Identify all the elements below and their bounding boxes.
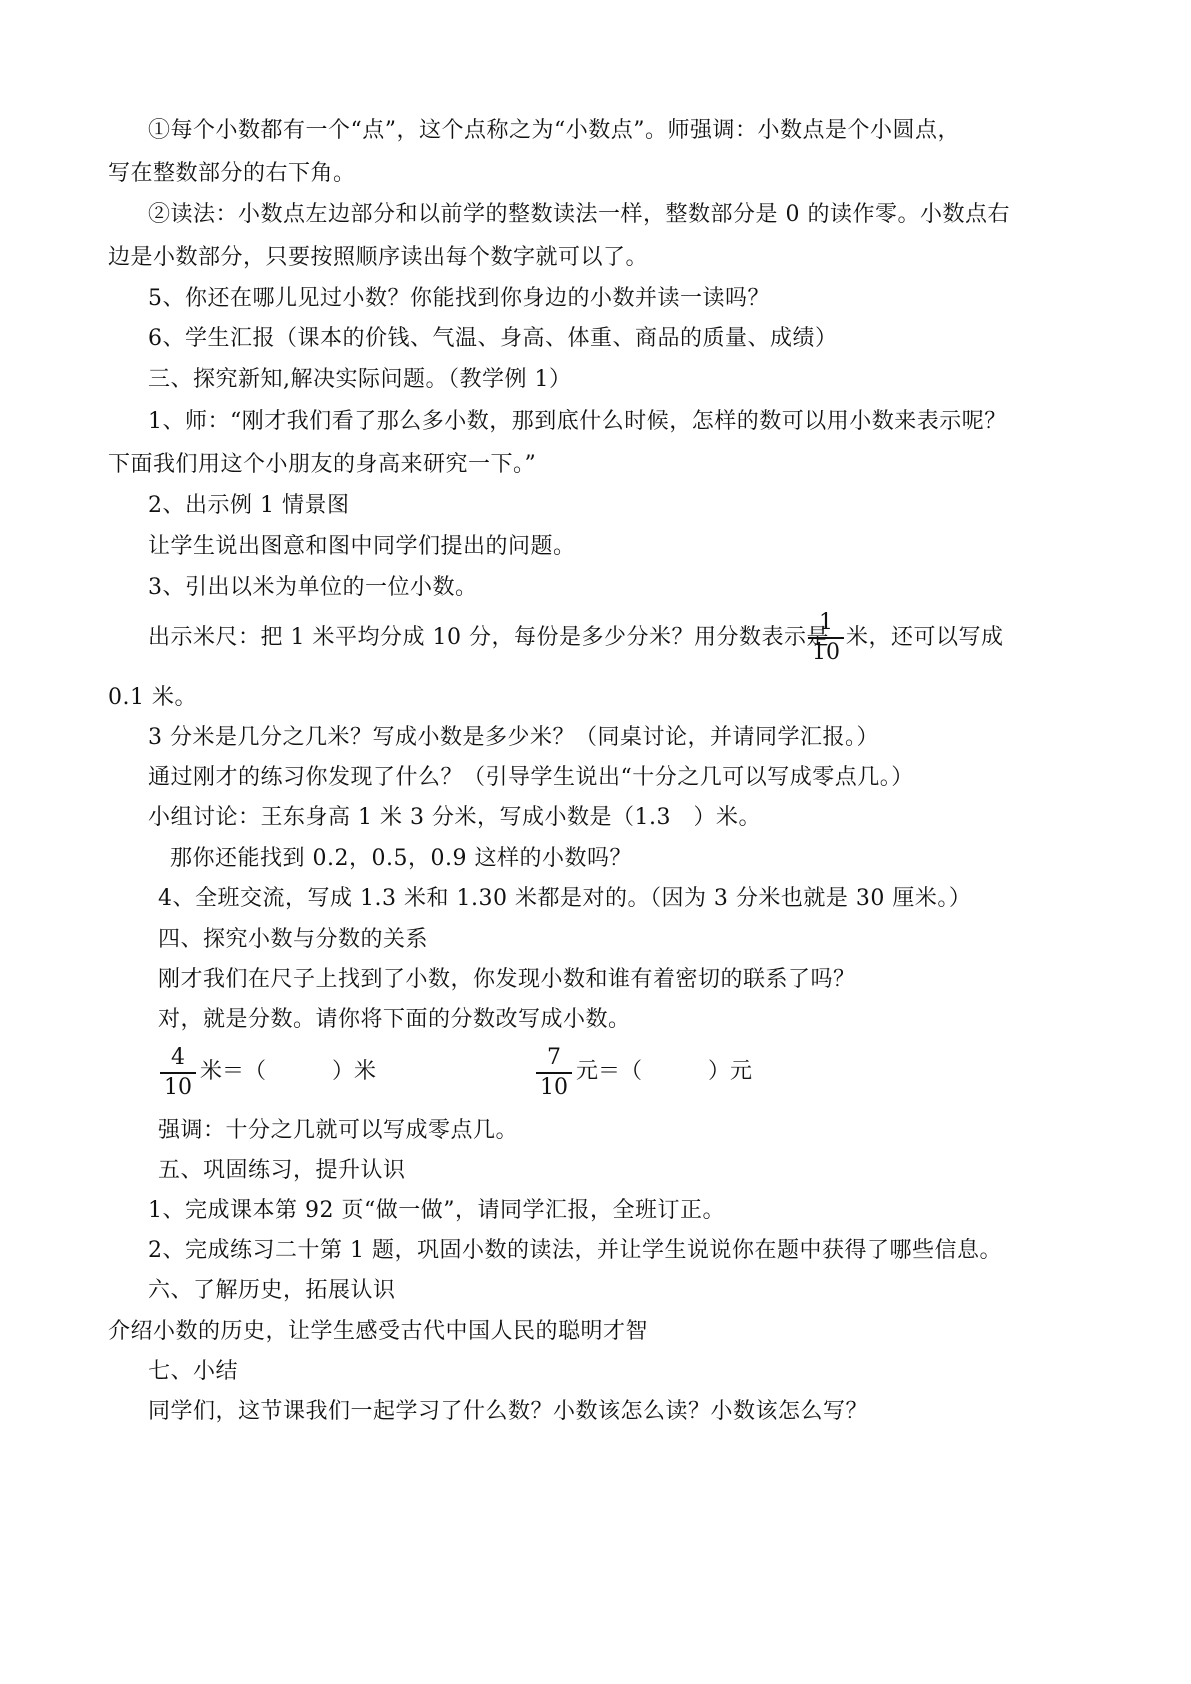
fraction-one-tenth <box>806 610 846 666</box>
section-heading: 三、探究新知,解决实际问题。（教学例 1） <box>148 367 572 392</box>
fraction-seven-tenths <box>534 1045 574 1101</box>
fraction-numerator: 4 <box>171 1045 185 1070</box>
fraction-bar <box>160 1072 196 1074</box>
fraction-denominator: 10 <box>164 1075 192 1100</box>
text-line: 同学们，这节课我们一起学习了什么数？小数该怎么读？小数该怎么写？ <box>148 1399 869 1424</box>
fraction-numerator: 1 <box>819 610 833 635</box>
text-line: 写在整数部分的右下角。 <box>108 161 356 186</box>
fraction-bar <box>808 637 844 639</box>
text-line: 2、完成练习二十第 1 题，巩固小数的读法，并让学生说说你在题中获得了哪些信息。 <box>148 1238 1002 1263</box>
exercise-blank-meter: 米＝（ ）米 <box>200 1059 377 1084</box>
text-line: 1、师：“刚才我们看了那么多小数，那到底什么时候，怎样的数可以用小数来表示呢？ <box>148 409 1007 434</box>
fraction-bar <box>536 1072 572 1074</box>
text-line: 介绍小数的历史，让学生感受古代中国人民的聪明才智 <box>108 1319 649 1344</box>
text-line: 3、引出以米为单位的一位小数。 <box>148 575 478 600</box>
text-line: 让学生说出图意和图中同学们提出的问题。 <box>148 534 576 559</box>
text-line: 对，就是分数。请你将下面的分数改写成小数。 <box>158 1007 631 1032</box>
text-line: 强调：十分之几就可以写成零点几。 <box>158 1118 519 1143</box>
exercise-blank-yuan: 元＝（ ）元 <box>576 1059 753 1084</box>
fraction-four-tenths <box>158 1045 198 1101</box>
text-line: 米，还可以写成 <box>846 625 1004 650</box>
section-heading: 七、小结 <box>148 1359 239 1384</box>
text-line: 边是小数部分，只要按照顺序读出每个数字就可以了。 <box>108 245 649 270</box>
fraction-denominator: 10 <box>540 1075 568 1100</box>
text-line: 0.1 米。 <box>108 685 197 710</box>
text-line: 下面我们用这个小朋友的身高来研究一下。” <box>108 452 537 477</box>
text-line: 4、全班交流，写成 1.3 米和 1.30 米都是对的。（因为 3 分米也就是 30 厘米。） <box>158 886 972 911</box>
text-line: 1、完成课本第 92 页“做一做”，请同学汇报，全班订正。 <box>148 1198 725 1223</box>
text-line: 3 分米是几分之几米？写成小数是多少米？（同桌讨论，并请同学汇报。） <box>148 725 879 750</box>
text-line: 6、学生汇报（课本的价钱、气温、身高、体重、商品的质量、成绩） <box>148 326 838 351</box>
text-line: 小组讨论：王东身高 1 米 3 分米，写成小数是（1.3 ）米。 <box>148 805 761 830</box>
fraction-numerator: 7 <box>547 1045 561 1070</box>
text-line: 通过刚才的练习你发现了什么？（引导学生说出“十分之几可以写成零点几。） <box>148 765 914 790</box>
text-line: ②读法：小数点左边部分和以前学的整数读法一样，整数部分是 0 的读作零。小数点右 <box>148 202 1010 227</box>
section-heading: 六、了解历史，拓展认识 <box>148 1278 396 1303</box>
text-line: 2、出示例 1 情景图 <box>148 493 350 518</box>
text-line: 出示米尺：把 1 米平均分成 10 分，每份是多少分米？用分数表示是 <box>148 625 829 650</box>
section-heading: 四、探究小数与分数的关系 <box>158 927 429 952</box>
text-line: 5、你还在哪儿见过小数？你能找到你身边的小数并读一读吗？ <box>148 286 770 311</box>
text-line: 那你还能找到 0.2，0.5，0.9 这样的小数吗？ <box>170 846 632 871</box>
text-line: 刚才我们在尺子上找到了小数，你发现小数和谁有着密切的联系了吗？ <box>158 967 856 992</box>
fraction-denominator: 10 <box>812 640 840 665</box>
section-heading: 五、巩固练习，提升认识 <box>158 1158 406 1183</box>
text-line: ①每个小数都有一个“点”，这个点称之为“小数点”。师强调：小数点是个小圆点， <box>148 118 960 143</box>
